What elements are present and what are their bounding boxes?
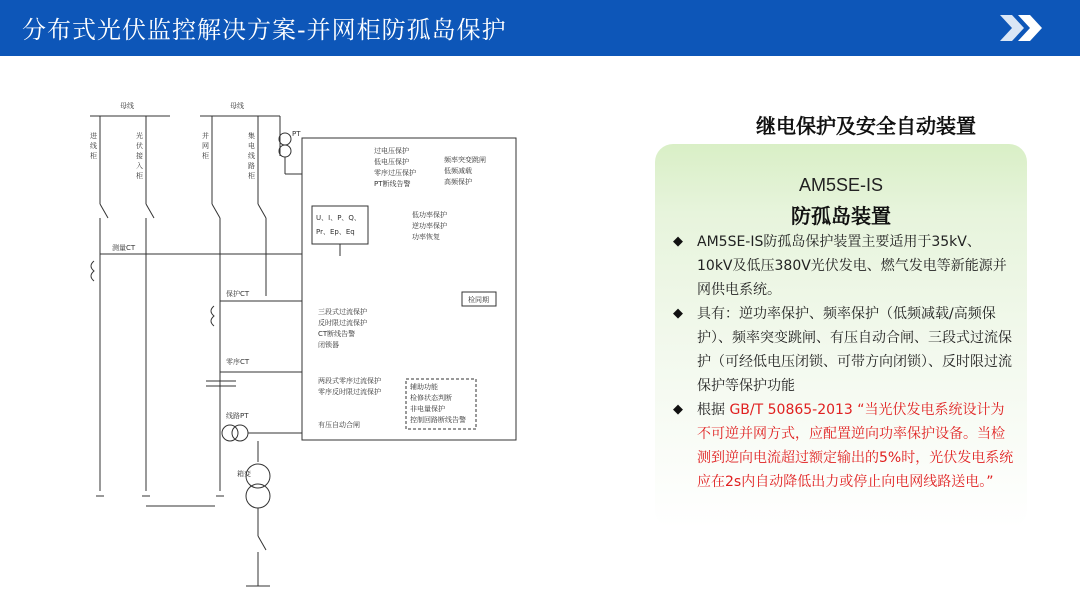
pt-label: PT [292,130,301,138]
prot-g2-2: 高频保护 [444,178,472,186]
prot-g3-2: 功率恢复 [412,233,440,241]
feeder-label-1: 光伏接入柜 [136,132,143,180]
page-title: 分布式光伏监控解决方案-并网柜防孤岛保护 [22,16,507,44]
prot-g1-3: PT断线告警 [374,180,411,188]
zero-ct-label: 零序CT [226,358,250,366]
transformer-label: 箱变 [237,470,251,478]
busbar-label-right: 母线 [230,102,244,110]
reclose-label: 有压自动合闸 [318,421,360,429]
measure-box-line1: U、I、P、Q、 [316,214,361,222]
prot-g1-1: 低电压保护 [374,158,409,166]
prot-g4-2: CT断线告警 [318,330,356,338]
protect-ct-label: 保护CT [226,290,250,298]
prot-g4-1: 反时限过流保护 [318,319,367,327]
feeder-label-0: 进线柜 [90,132,97,160]
prot-g1-0: 过电压保护 [374,147,409,155]
measure-ct-label: 测量CT [112,244,136,252]
diamond-bullet-icon: ◆ [673,234,683,249]
measure-box-line2: Pr、Ep、Eq [316,228,355,236]
list-item-standard [669,398,1014,494]
device-panel [655,144,1027,528]
list-item [669,230,1014,302]
prot-g1-2: 零序过压保护 [374,169,416,177]
list-item [669,302,1014,398]
prot-g4-0: 三段式过流保护 [318,308,367,316]
standard-quote: GB/T 50865-2013 “当光伏发电系统设计为不可逆并网方式，应配置逆向功率保护设备。当检测到逆向电流超过额定输出的5%时，光伏发电系统应在2s内自动降低出力或停止向电网线路送电。” [697,402,1014,490]
device-name: 防孤岛装置 [791,204,891,228]
diamond-bullet-icon: ◆ [673,306,683,321]
standard-prefix: 根据 [697,402,725,418]
prot-g3-1: 逆功率保护 [412,222,447,230]
bullet-text: AM5SE-IS防孤岛保护装置主要适用于35kV、10kV及低压380V光伏发电、燃气发电等新能源并网供电系统。 [697,234,1007,298]
aux-3: 控制回路断线告警 [410,416,466,424]
feeder-label-2: 并网柜 [202,132,209,160]
prot-g3-0: 低功率保护 [412,211,447,219]
title-bar [0,0,1080,56]
prot-g2-0: 频率突变跳闸 [444,156,486,164]
busbar-label-left: 母线 [120,102,134,110]
aux-1: 检修状态判断 [410,394,452,402]
double-chevron-right-icon [998,13,1048,43]
bullet-text: 具有：逆功率保护、频率保护（低频减载/高频保护）、频率突变跳闸、有压自动合闸、三段式过流保护（可经低电压闭锁、可带方向闭锁）、反时限过流保护等保护功能 [697,306,1012,394]
line-pt-label: 线路PT [226,412,249,420]
aux-2: 非电量保护 [410,405,445,413]
device-model: AM5SE-IS [798,175,884,195]
prot-g5-0: 两段式零序过流保护 [318,377,381,385]
aux-0: 辅助功能 [410,383,438,391]
trip-box-label: 检同期 [468,296,489,304]
section-heading: 继电保护及安全自动装置 [756,114,976,138]
prot-g2-1: 低频减载 [444,167,472,175]
single-line-diagram [80,96,520,596]
prot-g5-1: 零序反时限过流保护 [318,388,381,396]
diamond-bullet-icon: ◆ [673,402,683,417]
prot-g4-3: 闭锁器 [318,341,339,349]
feature-list [669,230,1014,494]
feeder-label-3: 集电线路柜 [248,132,255,180]
